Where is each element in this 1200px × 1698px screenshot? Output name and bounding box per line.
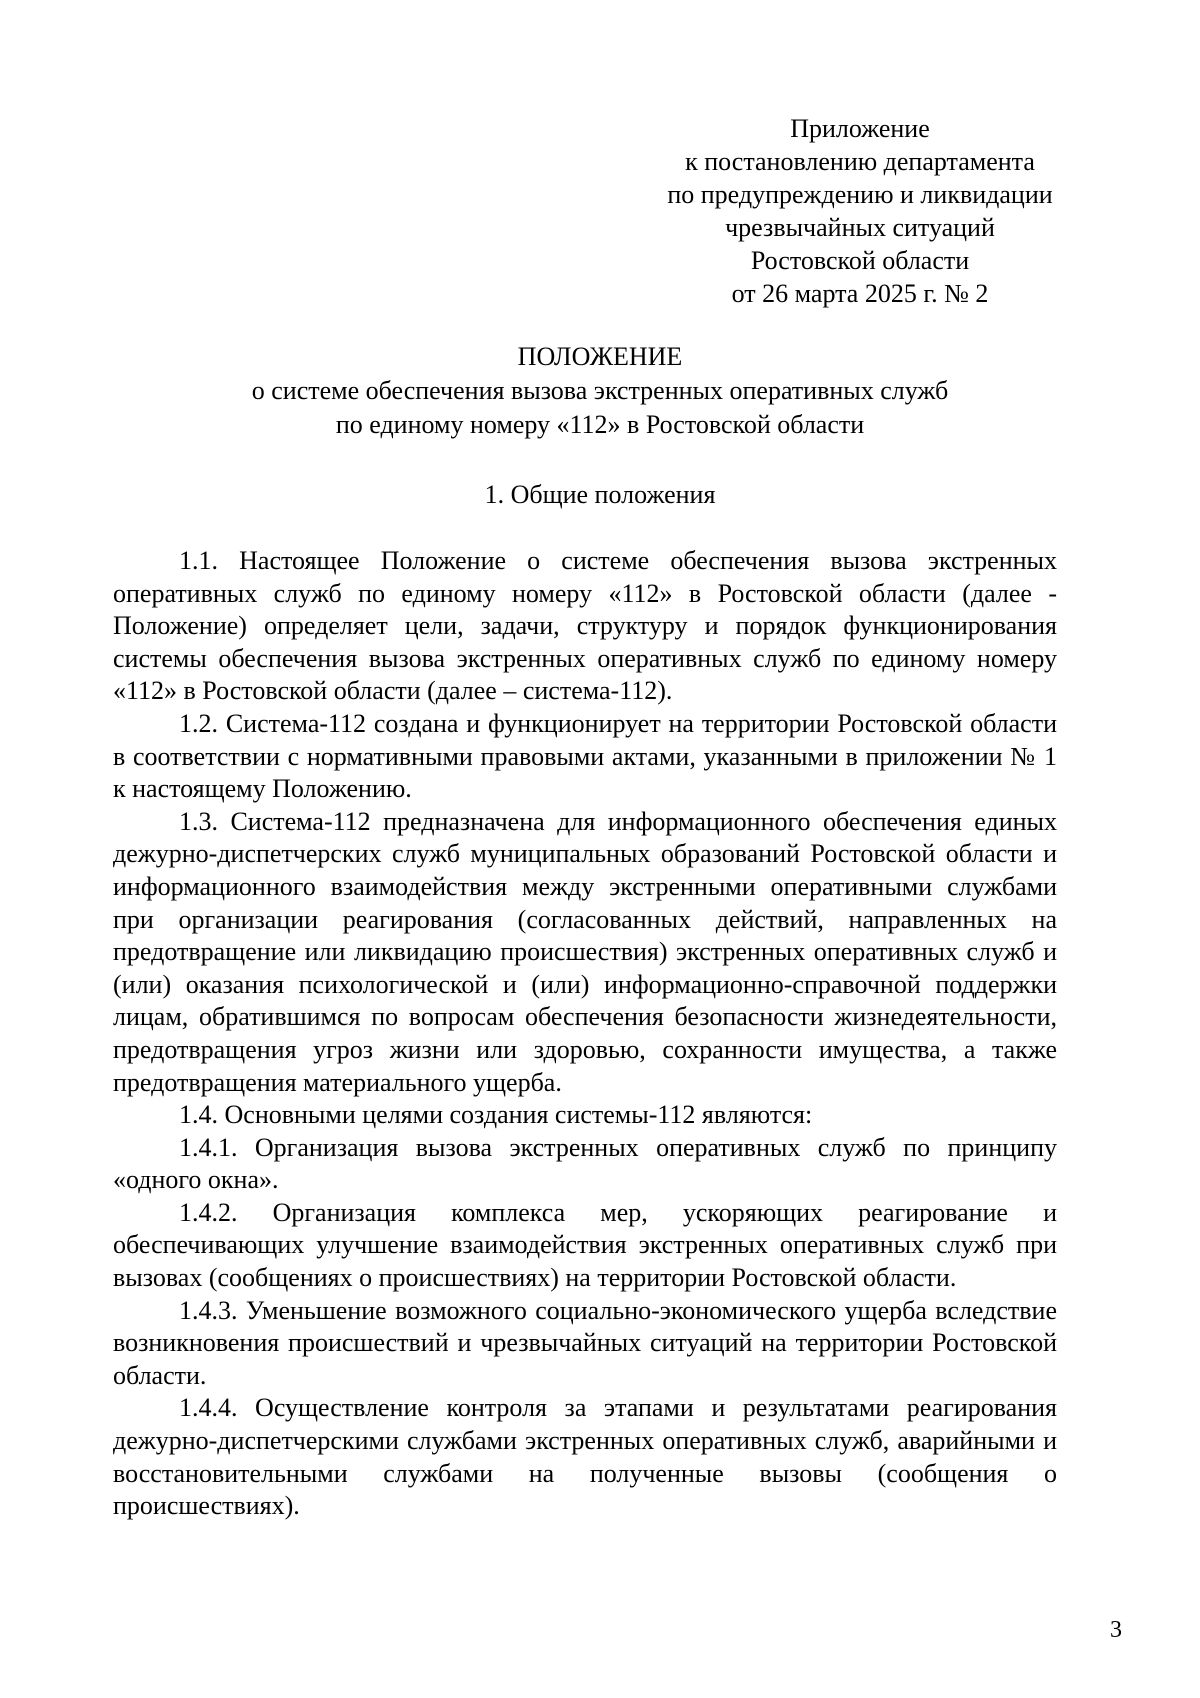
- paragraph-1-1: 1.1. Настоящее Положение о системе обеспечения вызова экстренных оперативных служб по единому номеру «112» в Ростовской области (далее - Положение) определяет цели, задачи, структуру и порядок функционирования системы обеспечения вызова экстренных оперативных служб по единому номеру «112» в Ростовской области (далее – система-112).: [113, 546, 1057, 706]
- appendix-line-resolution: к постановлению департамента: [685, 147, 1035, 176]
- paragraph-1-3: 1.3. Система-112 предназначена для информационного обеспечения единых дежурно-диспетчерских служб муниципальных образований Ростовской области и информационного взаимодействия между экстренными оперативными службами при организации реагирования (согласованных действий, направленных на предотвращение или ликвидацию происшествия) экстренных оперативных служб и (или) оказания психологической и (или) информационно-справочной поддержки лицам, обратившимся по вопросам обеспечения безопасности жизнедеятельности, предотвращения угроз жизни или здоровью, сохранности имущества, а также предотвращения материального ущерба.: [113, 806, 1057, 1097]
- appendix-line-emergencies: чрезвычайных ситуаций: [725, 213, 995, 242]
- paragraph-1-4: 1.4. Основными целями создания системы-112 являются:: [179, 1100, 813, 1130]
- document-body: [113, 545, 1057, 1523]
- paragraph-1-2: 1.2. Система-112 создана и функционирует на территории Ростовской области в соответствии с нормативными правовыми актами, указанными в приложении № 1 к настоящему Положению.: [113, 708, 1057, 804]
- appendix-line-region: Ростовской области: [750, 246, 970, 275]
- appendix-line-date: от 26 марта 2025 г. № 2: [731, 279, 989, 308]
- page-number: 3: [1110, 1617, 1122, 1643]
- appendix-block: [660, 112, 1060, 310]
- document-title: ПОЛОЖЕНИЕ: [517, 342, 683, 371]
- paragraph-1-4-3: 1.4.3. Уменьшение возможного социально-экономического ущерба вследствие возникновения происшествий и чрезвычайных ситуаций на территории Ростовской области.: [113, 1295, 1057, 1390]
- section-heading: 1. Общие положения: [484, 480, 716, 509]
- appendix-line-title: Приложение: [790, 114, 930, 143]
- paragraph-1-4-4: 1.4.4. Осуществление контроля за этапами и результатами реагирования дежурно-диспетчерскими службами экстренных оперативных служб, аварийными и восстановительными службами на полученные вызовы (сообщения о происшествиях).: [113, 1393, 1057, 1521]
- document-subtitle-line-1: о системе обеспечения вызова экстренных оперативных служб: [251, 376, 949, 405]
- document-title-block: [110, 340, 1090, 442]
- paragraph-1-4-2: 1.4.2. Организация комплекса мер, ускоряющих реагирование и обеспечивающих улучшение взаимодействия экстренных оперативных служб при вызовах (сообщениях о происшествиях) на территории Ростовской области.: [113, 1197, 1057, 1293]
- paragraph-1-4-1: 1.4.1. Организация вызова экстренных оперативных служб по принципу «одного окна».: [113, 1132, 1057, 1195]
- document-subtitle-line-2: по единому номеру «112» в Ростовской области: [335, 410, 865, 439]
- appendix-line-department: по предупреждению и ликвидации: [667, 180, 1053, 209]
